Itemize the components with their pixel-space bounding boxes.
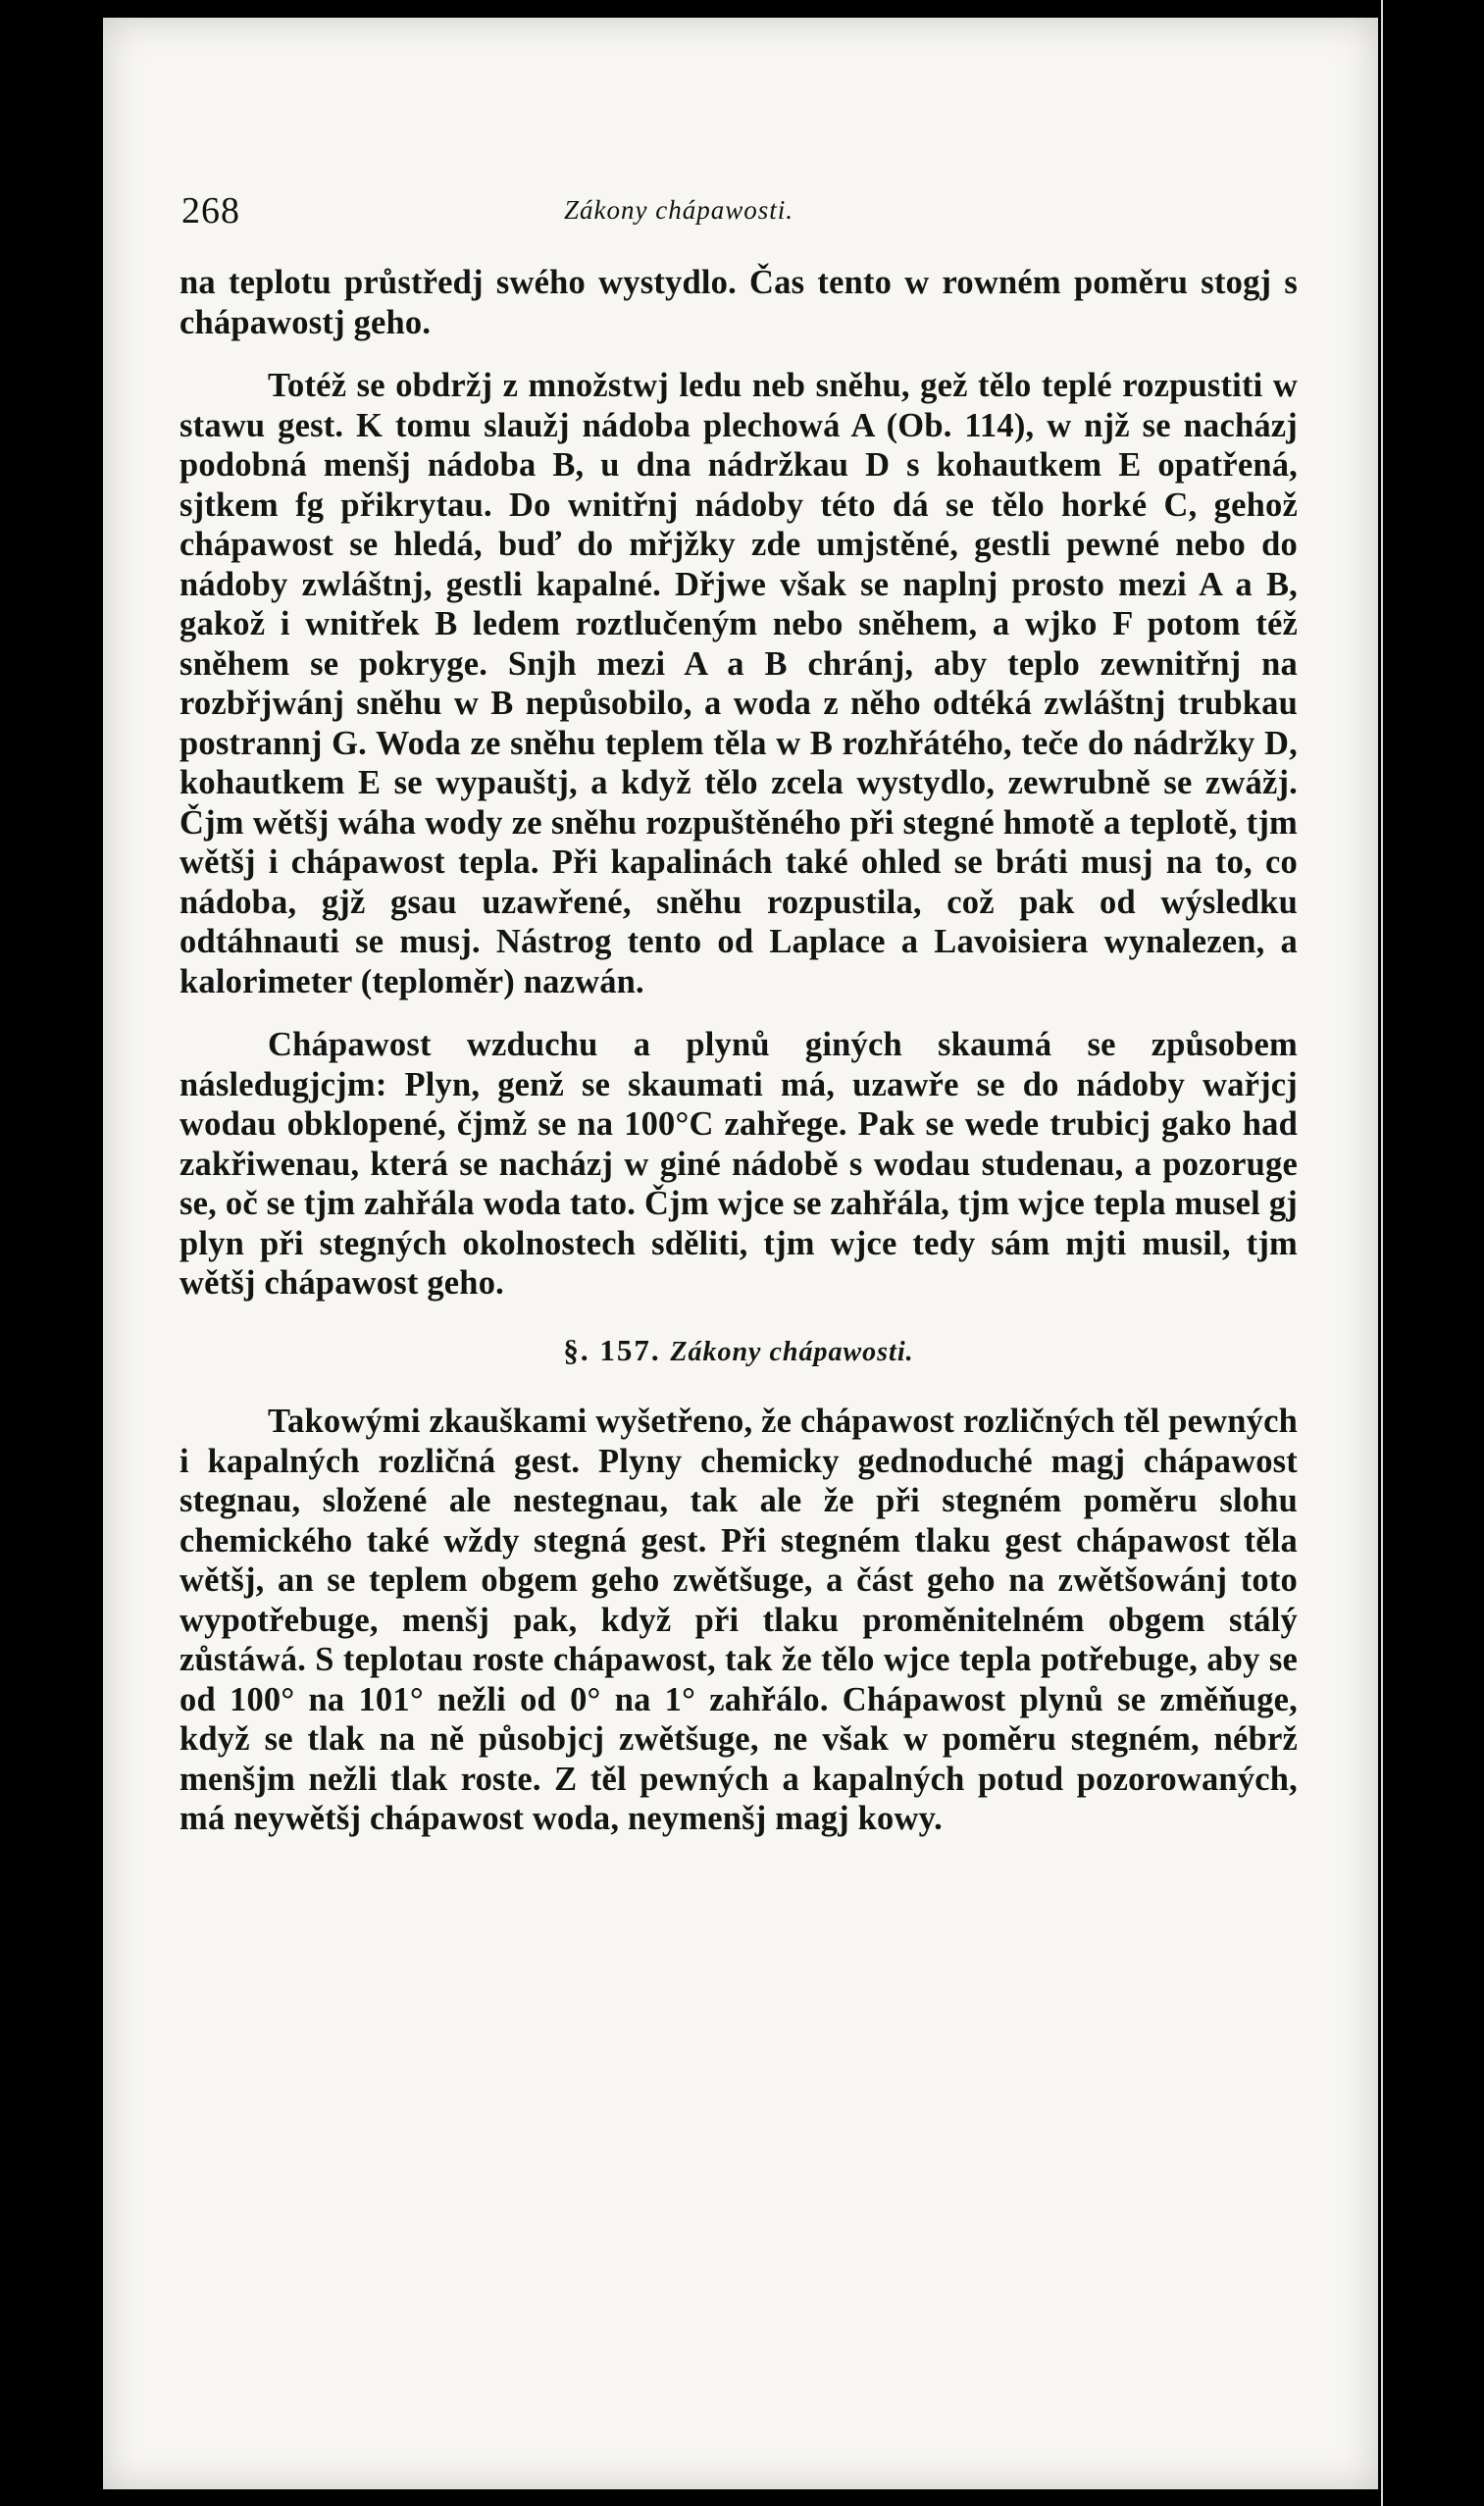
- section-number: §. 157.: [563, 1332, 661, 1367]
- page-body: [179, 263, 1298, 1839]
- paragraph-gas-capacity: Chápawost wzduchu a plynů giných skaumá se způsobem následugjcjm: Plyn, genž se skaumati má, uzawře se do nádoby wařjcj wodau obklopené, čjmž se na 100°C zahřege. Pak se wede trubicj gako had zakřiwenau, která se nacházj w giné nádobě s wodau studenau, a pozoruge se, oč se tjm zahřála woda tato. Čjm wjce se zahřála, tjm wjce tepla musel gj plyn při stegných okolnostech sděliti, tjm wjce tedy sám mjti musil, tjm wětšj chápawost geho.: [179, 1026, 1298, 1302]
- page-number: 268: [181, 190, 240, 231]
- section-heading: [179, 1331, 1298, 1373]
- page-edge-shadow: [1383, 0, 1484, 2506]
- section-title: Zákony chápawosti.: [670, 1336, 914, 1367]
- running-title: Zákony chápawosti.: [564, 195, 793, 225]
- paragraph-findings: Takowými zkauškami wyšetřeno, že chápawost rozličných těl pewných i kapalných rozličná gest. Plyny chemicky gednoduché magj chápawost stegnau, složené ale nestegnau, tak ale že při stegném poměru slohu chemického také wždy stegná gest. Při stegném tlaku gest chápawost těla wětšj, an se teplem obgem geho zwětšuge, a část geho na zwětšowánj toto wypotřebuge, menšj pak, když při tlaku proměnitelném obgem stálý zůstáwá. S teplotau roste chápawost, tak že tělo wjce tepla potřebuge, aby se od 100° na 101° nežli od 0° na 1° zahřálo. Chápawost plynů se změňuge, když se tlak na ně působjcj zwětšuge, ne však w poměru stegném, nébrž menšjm nežli tlak roste. Z těl pewných a kapalných potud pozorowaných, má neywětšj chápawost woda, neymenšj magj kowy.: [179, 1403, 1298, 1837]
- page-header: [181, 189, 1246, 236]
- paragraph-calorimeter: Totéž se obdržj z množstwj ledu neb sněhu, gež tělo teplé rozpustiti w stawu gest. K tomu slaužj nádoba plechowá A (Ob. 114), w njž se nacházj podobná menšj nádoba B, u dna nádržkau D s kohautkem E opatřená, sjtkem fg přikrytau. Do wnitřnj nádoby této dá se tělo horké C, gehož chápawost se hledá, buď do mřjžky zde umjstěné, gestli pewné nebo do nádoby zwláštnj, gestli kapalné. Dřjwe však se naplnj prosto mezi A a B, gakož i wnitřek B ledem roztlučeným nebo sněhem, a wjko F potom též sněhem se pokryge. Snjh mezi A a B chránj, aby teplo zewnitřnj na rozbřjwánj sněhu w B nepůsobilo, a woda z něho odtéká zwláštnj trubkau postrannj G. Woda ze sněhu teplem těla w B rozhřátého, teče do nádržky D, kohautkem E se wypauštj, a když tělo zcela wystydlo, zewrubně se zwážj. Čjm wětšj wáha wody ze sněhu rozpuštěného při stegné hmotě a teplotě, tjm wětšj i chápawost tepla. Při kapalinách také ohled se bráti musj na to, co nádoba, gjž gsau uzawřené, sněhu rozpustila, což pak od wýsledku odtáhnauti se musj. Nástrog tento od Laplace a Lavoisiera wynalezen, a kalorimeter (teploměr) nazwán.: [179, 367, 1298, 1000]
- paragraph-continued: na teplotu průstředj swého wystydlo. Čas tento w rowném poměru stogj s chápawostj geho.: [179, 264, 1298, 341]
